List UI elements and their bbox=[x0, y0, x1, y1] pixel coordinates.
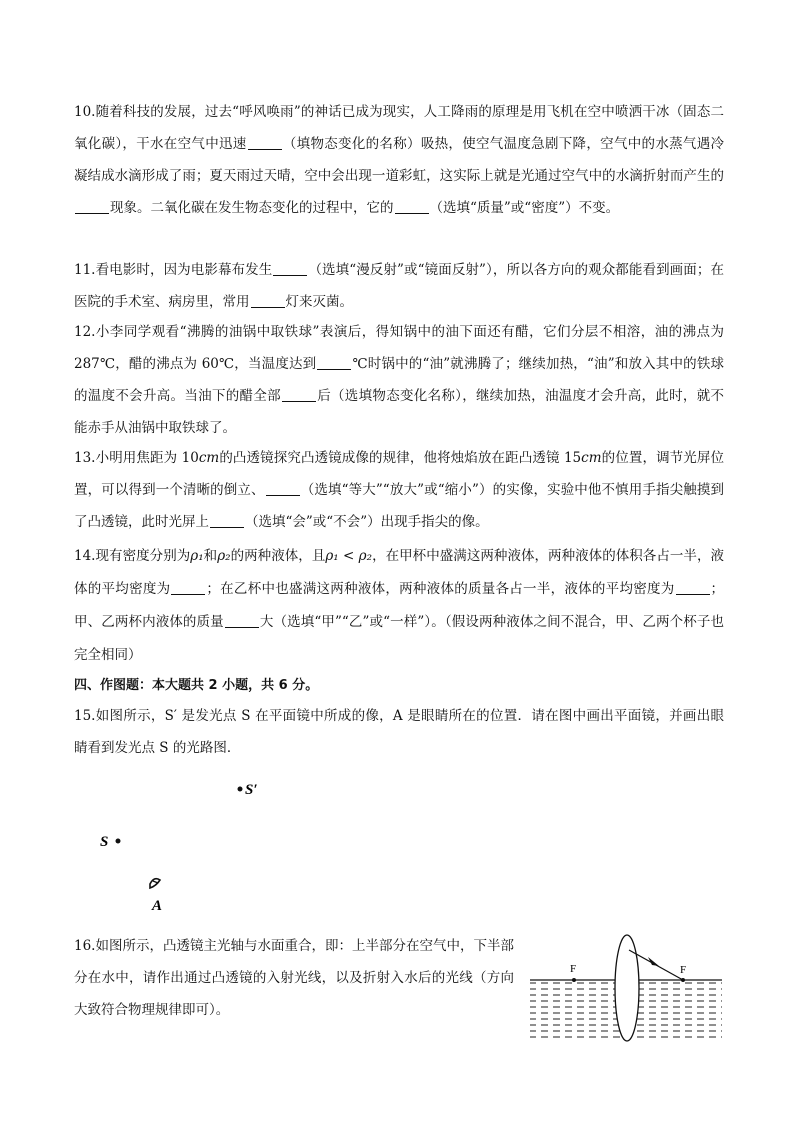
rho2: ρ₂ bbox=[217, 548, 231, 564]
question-12 bbox=[74, 316, 724, 444]
figure-16 bbox=[528, 932, 724, 1044]
answer-blank[interactable] bbox=[273, 261, 307, 276]
eye-icon bbox=[150, 879, 160, 888]
question-13 bbox=[74, 442, 724, 538]
label-s-prime: S′ bbox=[245, 782, 258, 798]
q10-mid2: 现象。二氧化碳在发生物态变化的过程中，它的 bbox=[110, 200, 394, 216]
answer-blank[interactable] bbox=[395, 199, 429, 214]
q11-suffix: 灯来灭菌。 bbox=[285, 294, 353, 310]
label-s: S bbox=[100, 834, 109, 850]
question-11 bbox=[74, 254, 724, 318]
q11-prefix: 11.看电影时，因为电影幕布发生 bbox=[74, 262, 273, 278]
question-15: 15.如图所示，S′ 是发光点 S 在平面镜中所成的像，A 是眼睛所在的位置．请在图中画出平面镜，并画出眼睛看到发光点 S 的光路图． bbox=[74, 708, 724, 756]
q10-suffix: （选填“质量”或“密度”）不变。 bbox=[429, 200, 620, 216]
answer-blank[interactable] bbox=[282, 387, 316, 402]
point-s bbox=[116, 839, 121, 844]
convex-lens bbox=[615, 935, 639, 1041]
q10-prefix: 10.随着科技的发展，过去“呼风唤雨”的神话已成为现实，人工降雨的原理是用飞机在空中喷洒干冰（固态二氧化碳），干水在空气中迅速 bbox=[74, 104, 724, 152]
label-f-left: F bbox=[570, 963, 577, 975]
answer-blank[interactable] bbox=[266, 481, 300, 496]
q10-mid1: （填物态变化的名称）吸热，使空气温度急剧下降，空气中的水蒸气遇冷凝结成水滴形成了雨；夏天雨过天晴，空中会出现一道彩虹，这实际上就是光通过空气中的水滴折射而产生的 bbox=[74, 136, 724, 184]
q14-mid1: ，在甲杯中盛满这两种液体，两种液体的体积各占一半，液体的平均密度为 bbox=[74, 548, 724, 597]
q12-suffix: 后（选填物态变化名称），继续加热，油温度才会升高，此时，就不能赤手从油锅中取铁球了。 bbox=[74, 388, 725, 436]
density-inequality: ρ₁ < ρ₂ bbox=[325, 548, 373, 564]
focus-left bbox=[572, 978, 576, 982]
answer-blank[interactable] bbox=[210, 513, 244, 528]
figure-16-svg bbox=[528, 932, 724, 1044]
q14-prefix: 14.现有密度分别为 bbox=[74, 548, 191, 564]
answer-blank[interactable] bbox=[676, 580, 710, 595]
answer-blank[interactable] bbox=[251, 293, 285, 308]
q14-suffix: 大（选填“甲”“乙”或“一样”）。（假设两种液体之间不混合，甲、乙两个杯子也完全相同） bbox=[74, 614, 724, 663]
q12-prefix: 12.小李同学观看“沸腾的油锅中取铁球”表演后，得知锅中的油下面还有醋，它们分层不相溶，油的沸点为 287℃，醋的沸点为 60℃，当温度达到 bbox=[74, 324, 724, 372]
section-heading: 四、作图题：本大题共 2 小题，共 6 分。 bbox=[74, 678, 319, 693]
q13-mid3: （选填“等大”“放大”或“缩小”）的实像，实验中他不慎用手指尖触摸到了凸透镜，此时光屏上 bbox=[74, 482, 724, 530]
q11-mid1: （选填“漫反射”或“镜面反射”），所以各方向的观众都能看到画面；在医院的手术室、病房里，常用 bbox=[74, 262, 724, 310]
q14-and: 和 bbox=[203, 548, 218, 564]
figure-15 bbox=[90, 770, 290, 920]
answer-blank[interactable] bbox=[75, 199, 109, 214]
q13-prefix: 13.小明用焦距为 10 bbox=[74, 450, 199, 466]
q13-suffix: （选填“会”或“不会”）出现手指尖的像。 bbox=[245, 514, 489, 530]
q14-mid0: 的两种液体，且 bbox=[230, 548, 326, 564]
q14-mid3: ；甲、乙两杯内液体的质量 bbox=[74, 581, 725, 630]
q12-mid1: ℃时锅中的“油”就沸腾了；继续加热，“油”和放入其中的铁球的温度不会升高。当油下的醋全部 bbox=[74, 356, 724, 404]
question-14 bbox=[74, 540, 724, 672]
q13-mid1: 的凸透镜探究凸透镜成像的规律，他将烛焰放在距凸透镜 15 bbox=[219, 450, 582, 466]
question-10 bbox=[74, 96, 724, 224]
q13-mid2: 的位置，调节光屏位置，可以得到一个清晰的倒立、 bbox=[74, 450, 725, 498]
label-f-right: F bbox=[680, 964, 687, 976]
unit-cm: cm bbox=[198, 450, 220, 466]
answer-blank[interactable] bbox=[171, 580, 205, 595]
label-a: A bbox=[152, 898, 163, 914]
answer-blank[interactable] bbox=[248, 135, 282, 150]
answer-blank[interactable] bbox=[225, 613, 259, 628]
point-s-prime bbox=[238, 787, 243, 792]
rho1: ρ₁ bbox=[190, 548, 204, 564]
q14-mid2: ；在乙杯中也盛满这两种液体，两种液体的质量各占一半，液体的平均密度为 bbox=[206, 581, 675, 597]
unit-cm: cm bbox=[581, 450, 602, 466]
figure-15-svg bbox=[90, 770, 290, 920]
answer-blank[interactable] bbox=[317, 355, 351, 370]
question-16: 16.如图所示，凸透镜主光轴与水面重合，即：上半部分在空气中，下半部分在水中，请作出通过凸透镜的入射光线，以及折射入水后的光线（方向大致符合物理规律即可）。 bbox=[74, 938, 514, 1018]
